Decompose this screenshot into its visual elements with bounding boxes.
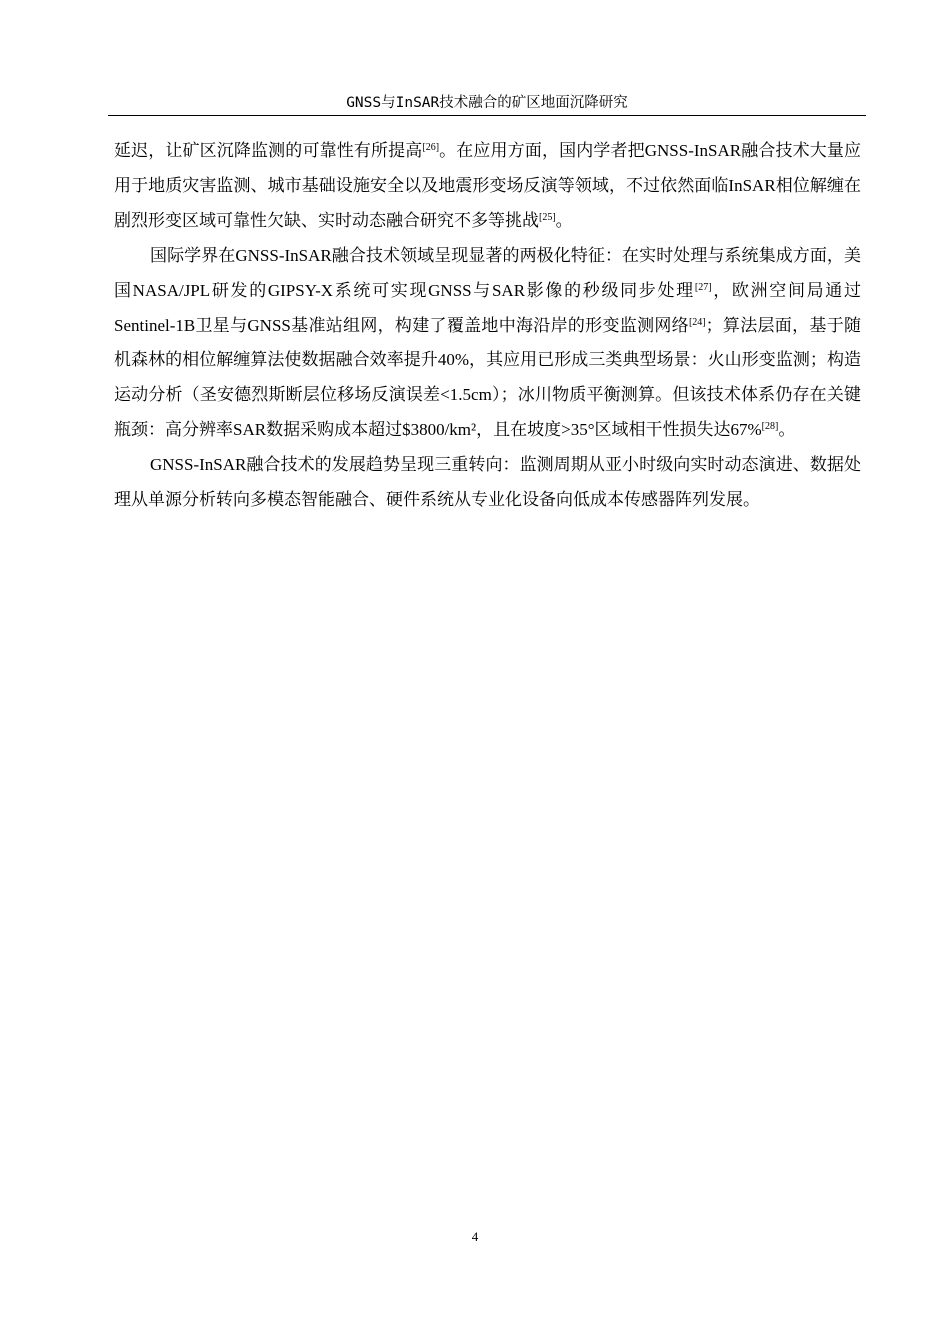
citation-28: [28] bbox=[761, 421, 779, 433]
citation-26: [26] bbox=[422, 142, 440, 153]
paragraph-2 bbox=[114, 239, 861, 448]
paragraph-3-text-1: GNSS-InSAR融合技术的发展趋势呈现三重转向：监测周期从亚小时级向实时动态演进、数据处理从单源分析转向多模态智能融合、硬件系统从专业化设备向低成本传感器阵列发展。 bbox=[114, 455, 861, 510]
paragraph-2-text-1: 国际学界在GNSS-InSAR融合技术领域呈现显著的两极化特征：在实时处理与系统集成方面，美国NASA/JPL研发的GIPSY-X系统可实现GNSS与SAR影像的秒级同步处理 bbox=[114, 245, 861, 300]
paragraph-1-text-3: 。 bbox=[555, 210, 573, 230]
paragraph-1-text-1: 延迟，让矿区沉降监测的可靠性有所提高 bbox=[114, 141, 423, 160]
paragraph-2-text-2: ，欧洲空间局通过Sentinel-1B卫星与GNSS基准站组网，构建了覆盖地中海沿岸的形变监测网络 bbox=[114, 280, 861, 335]
running-header bbox=[108, 93, 866, 116]
paragraph-3 bbox=[114, 448, 861, 518]
paragraph-1-text-2: 。在应用方面，国内学者把GNSS-InSAR融合技术大量应用于地质灾害监测、城市基础设施安全以及地震形变场反演等领域，不过依然面临InSAR相位解缠在剧烈形变区域可靠性欠缺、实时动态融合研究不多等挑战 bbox=[114, 141, 862, 230]
citation-24: [24] bbox=[688, 316, 706, 328]
page-number: 4 bbox=[471, 1229, 479, 1244]
citation-27: [27] bbox=[694, 281, 712, 293]
paragraph-1 bbox=[114, 134, 861, 239]
paragraph-2-text-3: ；算法层面，基于随机森林的相位解缠算法使数据融合效率提升40%，其应用已形成三类典型场景：火山形变监测；构造运动分析（圣安德烈斯断层位移场反演误差<1.5cm）；冰川物质平衡测算。但该技术体系仍存在关键瓶颈：高分辨率SAR数据采购成本超过$3800/km²，且在坡度>35°区域相干性损失达67% bbox=[114, 315, 861, 440]
citation-25: [25] bbox=[539, 211, 556, 223]
running-header-title: GNSS与InSAR技术融合的矿区地面沉降研究 bbox=[346, 95, 628, 111]
paragraph-2-text-4: 。 bbox=[778, 420, 796, 440]
body-text bbox=[114, 134, 861, 518]
